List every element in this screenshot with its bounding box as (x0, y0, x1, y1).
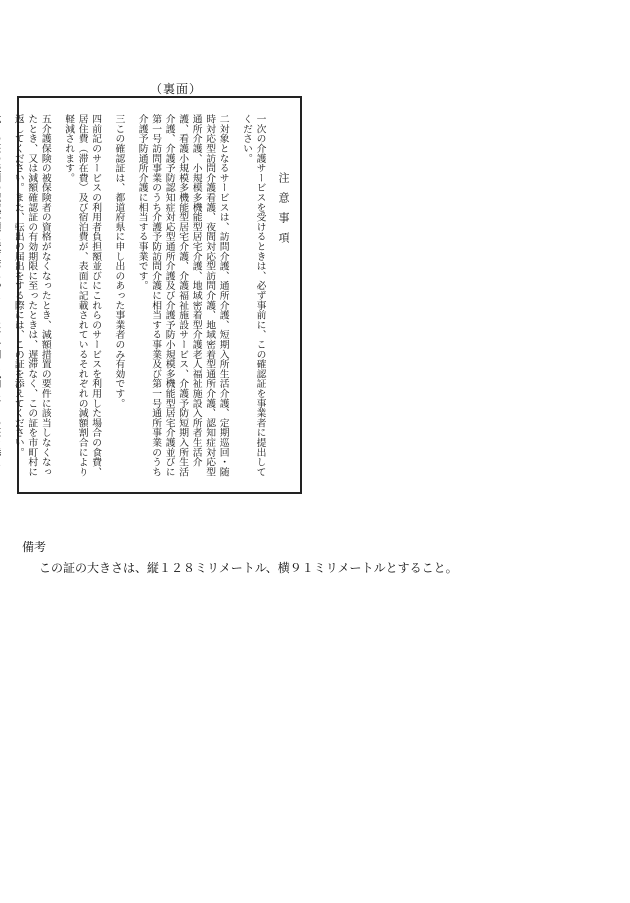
remarks-heading: 備考 (22, 540, 47, 554)
item-number: 二 (217, 114, 229, 124)
item-number: 三 (113, 114, 125, 124)
card-back-caption: （裏面） (150, 82, 203, 96)
card-item-2 (125, 114, 229, 480)
item-text: 次の介護サービスを受けるときは、必ず事前に、この確認証を事業者に提出してください。 (241, 114, 266, 477)
item-number (0, 114, 2, 124)
remarks-section (22, 538, 612, 577)
item-text: この確認証は、都道府県に申し出のあった事業者のみ有効です。 (113, 123, 125, 409)
card-notes-text (0, 114, 290, 480)
item-number: 五 (39, 114, 51, 124)
card-item-4 (52, 114, 102, 480)
card-item-1 (230, 114, 267, 480)
item-text: 前記のサービスの利用者負担額並びにこれらのサービスを利用した場合の食費、居住費（滞在費）及び宿泊費が、表面に記載されているそれぞれの減額割合により軽減されます。 (63, 114, 102, 477)
card-item-3 (102, 114, 125, 480)
item-text (0, 114, 1, 467)
item-text: 対象となるサービスは、訪問介護、通所介護、短期入所生活介護、定期巡回・随時対応型訪問介護看護、夜間対応型訪問介護、地域密着型通所介護、認知症対応型通所介護、小規模多機能型居宅介護、地域密着型介護老人福祉施設入所者生活介護、看護小規模多機能型居宅介護、介護福祉施設サービス、介護予防短期入所生活介護、介護予防認知症対応型通所介護及び介護予防小規模多機能型居宅介護並びに第一号訪問事業のうち介護予防訪問介護に相当する事業及び第一号通所事業のうち介護予防通所介護に相当する事業です。 (136, 114, 229, 477)
card-item-5 (2, 114, 52, 480)
item-number: 四 (90, 114, 102, 124)
card-back-frame (12, 96, 302, 494)
item-text: 介護保険の被保険者の資格がなくなったとき、減額措置の要件に該当しなくなったとき、又は減額確認証の有効期限に至ったときは、遅滞なく、この証を市町村に返してください。また、転出の届出をする際には、この証を添えてください。 (12, 114, 51, 477)
card-heading: 注意事項 (277, 172, 290, 252)
card-item-6 (0, 114, 2, 480)
remarks-body: この証の大きさは、縦１２８ミリメートル、横９１ミリメートルとすること。 (39, 561, 458, 575)
item-number: 一 (254, 114, 266, 124)
